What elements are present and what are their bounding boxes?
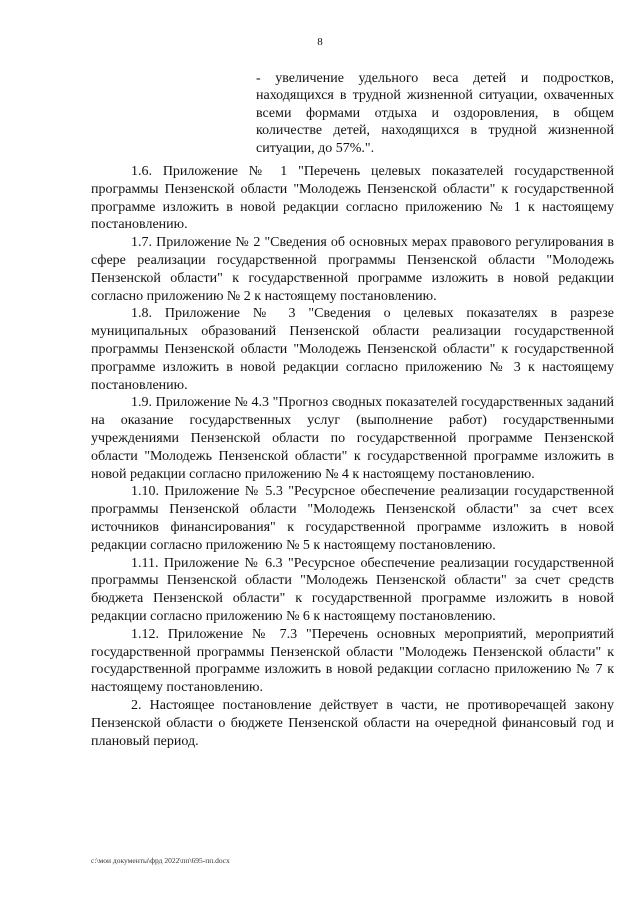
document-body: [91, 163, 614, 750]
paragraph-1-6: 1.6. Приложение № 1 "Перечень целевых показателей государственной программы Пензенской области "Молодежь Пензенской области" к государственной программе изложить в новой редакции согласно приложению № 1 к настоящему постановлению.: [91, 164, 614, 233]
paragraph-1-12: 1.12. Приложение № 7.3 "Перечень основных мероприятий, мероприятий государственной программы Пензенской области "Молодежь Пензенской области" к государственной программе изложить в новой редакции согласно приложению № 7 к настоящему постановлению.: [91, 626, 614, 696]
paragraph-1-9: 1.9. Приложение № 4.3 "Прогноз сводных показателей государственных заданий на оказание государственных услуг (выполнение работ) государственными учреждениями Пензенской области по государственной программе Пензенской области "Молодежь Пензенской области" к государственной программе изложить в новой редакции согласно приложению № 4 к настоящему постановлению.: [91, 395, 614, 482]
quoted-text: - увеличение удельного веса детей и подростков, находящихся в трудной жизненной ситуации, охваченных всеми формами отдыха и оздоровления, в общем количестве детей, находящихся в трудной жизненной ситуации, до 57%.".: [256, 71, 614, 156]
paragraph-1-8: 1.8. Приложение № 3 "Сведения о целевых показателях в разрезе муниципальных образований Пензенской области реализации государственной программы Пензенской области "Молодежь Пензенской области" к государственной программе изложить в новой редакции согласно приложению № 3 к настоящему постановлению.: [91, 306, 614, 393]
file-path-footer: c:\мои документы\фрд 2022\пп\695-пп.docx: [91, 856, 230, 865]
page-number: 8: [317, 36, 323, 48]
paragraph-1-11: 1.11. Приложение № 6.3 "Ресурсное обеспечение реализации государственной программы Пензенской области "Молодежь Пензенской области" за счет средств бюджета Пензенской области" к государственной программе изложить в новой редакции согласно приложению № 6 к настоящему постановлению.: [91, 555, 614, 624]
paragraph-2: 2. Настоящее постановление действует в части, не противоречащей закону Пензенской области о бюджете Пензенской области на очередной финансовый год и плановый период.: [91, 697, 614, 749]
paragraph-1-7: 1.7. Приложение № 2 "Сведения об основных мерах правового регулирования в сфере реализации государственной программы Пензенской области "Молодежь Пензенской области" к государственной программе изложить в новой редакции согласно приложению № 2 к настоящему постановлению.: [91, 235, 614, 304]
paragraph-1-10: 1.10. Приложение № 5.3 "Ресурсное обеспечение реализации государственной программы Пензенской области "Молодежь Пензенской области" за счет всех источников финансирования" к государственной программе изложить в новой редакции согласно приложению № 5 к настоящему постановлению.: [91, 484, 614, 553]
